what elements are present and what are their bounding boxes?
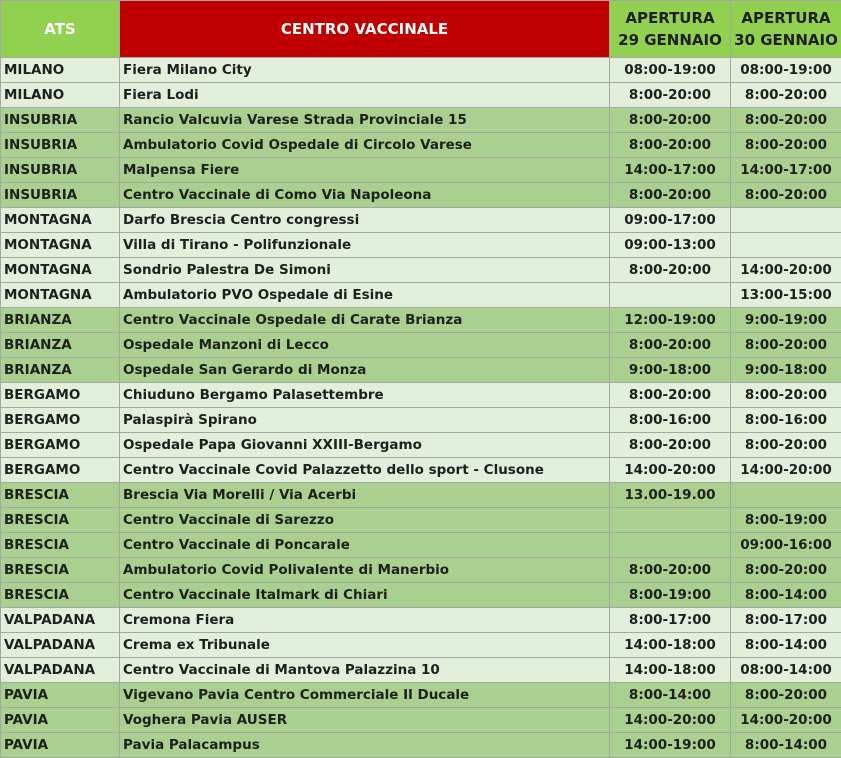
centro-vaccinale-cell: Palaspirà Spirano <box>120 408 610 433</box>
ats-cell: PAVIA <box>1 683 120 708</box>
ats-cell: BRIANZA <box>1 308 120 333</box>
ats-cell: PAVIA <box>1 708 120 733</box>
apertura-29-gennaio-cell: 08:00-19:00 <box>610 58 731 83</box>
apertura-29-gennaio-cell: 8:00-20:00 <box>610 558 731 583</box>
apertura-30-gennaio-cell <box>731 483 841 508</box>
apertura-29-gennaio-cell: 14:00-18:00 <box>610 658 731 683</box>
ats-cell: VALPADANA <box>1 658 120 683</box>
table-row <box>1 258 841 283</box>
apertura-29-gennaio-cell: 14:00-17:00 <box>610 158 731 183</box>
apertura-29-gennaio-cell: 8:00-20:00 <box>610 108 731 133</box>
ats-cell: VALPADANA <box>1 608 120 633</box>
table-row <box>1 458 841 483</box>
centro-vaccinale-cell: Fiera Lodi <box>120 83 610 108</box>
apertura-29-gennaio-cell: 14:00-18:00 <box>610 633 731 658</box>
header-apertura-label-1: APERTURA <box>610 7 730 29</box>
apertura-30-gennaio-cell: 8:00-19:00 <box>731 508 841 533</box>
apertura-30-gennaio-cell: 8:00-20:00 <box>731 183 841 208</box>
ats-cell: MONTAGNA <box>1 208 120 233</box>
centro-vaccinale-cell: Ospedale San Gerardo di Monza <box>120 358 610 383</box>
apertura-29-gennaio-cell: 8:00-20:00 <box>610 333 731 358</box>
ats-cell: BERGAMO <box>1 383 120 408</box>
apertura-29-gennaio-cell <box>610 533 731 558</box>
apertura-29-gennaio-cell: 8:00-17:00 <box>610 608 731 633</box>
table-body <box>1 58 841 758</box>
table-row <box>1 733 841 758</box>
table-row <box>1 158 841 183</box>
header-apertura-30-gennaio <box>731 1 841 58</box>
table-row <box>1 558 841 583</box>
table-row <box>1 533 841 558</box>
centro-vaccinale-cell: Ambulatorio Covid Polivalente di Manerbio <box>120 558 610 583</box>
apertura-30-gennaio-cell: 14:00-20:00 <box>731 458 841 483</box>
centro-vaccinale-cell: Centro Vaccinale di Como Via Napoleona <box>120 183 610 208</box>
apertura-30-gennaio-cell: 8:00-20:00 <box>731 433 841 458</box>
table-row <box>1 433 841 458</box>
table-row <box>1 58 841 83</box>
apertura-29-gennaio-cell: 8:00-16:00 <box>610 408 731 433</box>
centro-vaccinale-cell: Crema ex Tribunale <box>120 633 610 658</box>
apertura-29-gennaio-cell: 14:00-19:00 <box>610 733 731 758</box>
apertura-29-gennaio-cell: 09:00-13:00 <box>610 233 731 258</box>
centro-vaccinale-cell: Malpensa Fiere <box>120 158 610 183</box>
table-row <box>1 633 841 658</box>
apertura-29-gennaio-cell: 8:00-19:00 <box>610 583 731 608</box>
apertura-29-gennaio-cell: 12:00-19:00 <box>610 308 731 333</box>
table-row <box>1 408 841 433</box>
apertura-30-gennaio-cell: 8:00-20:00 <box>731 683 841 708</box>
apertura-30-gennaio-cell: 8:00-14:00 <box>731 633 841 658</box>
centro-vaccinale-cell: Cremona Fiera <box>120 608 610 633</box>
ats-cell: BRIANZA <box>1 333 120 358</box>
ats-cell: BRIANZA <box>1 358 120 383</box>
apertura-29-gennaio-cell: 8:00-20:00 <box>610 433 731 458</box>
centro-vaccinale-cell: Ambulatorio Covid Ospedale di Circolo Varese <box>120 133 610 158</box>
apertura-30-gennaio-cell: 8:00-20:00 <box>731 83 841 108</box>
table-row <box>1 333 841 358</box>
apertura-30-gennaio-cell: 13:00-15:00 <box>731 283 841 308</box>
apertura-30-gennaio-cell: 14:00-20:00 <box>731 708 841 733</box>
centro-vaccinale-cell: Centro Vaccinale di Mantova Palazzina 10 <box>120 658 610 683</box>
table-row <box>1 83 841 108</box>
ats-cell: VALPADANA <box>1 633 120 658</box>
ats-cell: BERGAMO <box>1 408 120 433</box>
apertura-29-gennaio-cell: 09:00-17:00 <box>610 208 731 233</box>
table-row <box>1 208 841 233</box>
centro-vaccinale-cell: Voghera Pavia AUSER <box>120 708 610 733</box>
apertura-30-gennaio-cell: 14:00-20:00 <box>731 258 841 283</box>
apertura-30-gennaio-cell: 08:00-14:00 <box>731 658 841 683</box>
table-row <box>1 133 841 158</box>
ats-cell: INSUBRIA <box>1 108 120 133</box>
ats-cell: INSUBRIA <box>1 158 120 183</box>
centro-vaccinale-cell: Darfo Brescia Centro congressi <box>120 208 610 233</box>
ats-cell: MILANO <box>1 58 120 83</box>
centro-vaccinale-cell: Sondrio Palestra De Simoni <box>120 258 610 283</box>
apertura-29-gennaio-cell <box>610 283 731 308</box>
ats-cell: BRESCIA <box>1 583 120 608</box>
header-date-30-gennaio: 30 GENNAIO <box>731 29 841 51</box>
table-row <box>1 483 841 508</box>
centro-vaccinale-cell: Centro Vaccinale Italmark di Chiari <box>120 583 610 608</box>
ats-cell: MONTAGNA <box>1 258 120 283</box>
header-date-29-gennaio: 29 GENNAIO <box>610 29 730 51</box>
apertura-29-gennaio-cell: 9:00-18:00 <box>610 358 731 383</box>
table-row <box>1 508 841 533</box>
apertura-29-gennaio-cell: 8:00-20:00 <box>610 258 731 283</box>
apertura-30-gennaio-cell: 8:00-20:00 <box>731 558 841 583</box>
header-apertura-label-2: APERTURA <box>731 7 841 29</box>
apertura-30-gennaio-cell: 9:00-19:00 <box>731 308 841 333</box>
apertura-29-gennaio-cell: 14:00-20:00 <box>610 708 731 733</box>
table-row <box>1 308 841 333</box>
ats-cell: BRESCIA <box>1 508 120 533</box>
table-row <box>1 283 841 308</box>
centro-vaccinale-cell: Rancio Valcuvia Varese Strada Provinciale 15 <box>120 108 610 133</box>
centro-vaccinale-cell: Ambulatorio PVO Ospedale di Esine <box>120 283 610 308</box>
apertura-29-gennaio-cell: 8:00-20:00 <box>610 383 731 408</box>
header-ats: ATS <box>1 1 120 58</box>
centro-vaccinale-cell: Pavia Palacampus <box>120 733 610 758</box>
ats-cell: INSUBRIA <box>1 183 120 208</box>
table-row <box>1 183 841 208</box>
centro-vaccinale-cell: Centro Vaccinale Ospedale di Carate Brianza <box>120 308 610 333</box>
apertura-30-gennaio-cell: 8:00-16:00 <box>731 408 841 433</box>
apertura-30-gennaio-cell: 8:00-20:00 <box>731 383 841 408</box>
centro-vaccinale-cell: Fiera Milano City <box>120 58 610 83</box>
apertura-30-gennaio-cell: 8:00-20:00 <box>731 333 841 358</box>
centro-vaccinale-cell: Chiuduno Bergamo Palasettembre <box>120 383 610 408</box>
apertura-29-gennaio-cell: 8:00-14:00 <box>610 683 731 708</box>
table-row <box>1 658 841 683</box>
table-row <box>1 383 841 408</box>
table-row <box>1 233 841 258</box>
table-row <box>1 683 841 708</box>
apertura-30-gennaio-cell: 8:00-14:00 <box>731 733 841 758</box>
apertura-30-gennaio-cell: 09:00-16:00 <box>731 533 841 558</box>
header-row <box>1 1 841 58</box>
centro-vaccinale-cell: Villa di Tirano - Polifunzionale <box>120 233 610 258</box>
ats-cell: BRESCIA <box>1 483 120 508</box>
apertura-30-gennaio-cell: 14:00-17:00 <box>731 158 841 183</box>
apertura-29-gennaio-cell <box>610 508 731 533</box>
ats-cell: BRESCIA <box>1 558 120 583</box>
apertura-30-gennaio-cell: 8:00-14:00 <box>731 583 841 608</box>
ats-cell: BRESCIA <box>1 533 120 558</box>
apertura-30-gennaio-cell: 8:00-17:00 <box>731 608 841 633</box>
centro-vaccinale-cell: Ospedale Manzoni di Lecco <box>120 333 610 358</box>
apertura-29-gennaio-cell: 8:00-20:00 <box>610 133 731 158</box>
apertura-30-gennaio-cell: 08:00-19:00 <box>731 58 841 83</box>
header-centro-vaccinale: CENTRO VACCINALE <box>120 1 610 58</box>
ats-cell: BERGAMO <box>1 433 120 458</box>
header-apertura-29-gennaio <box>610 1 731 58</box>
ats-cell: MILANO <box>1 83 120 108</box>
apertura-30-gennaio-cell: 9:00-18:00 <box>731 358 841 383</box>
apertura-29-gennaio-cell: 14:00-20:00 <box>610 458 731 483</box>
ats-cell: MONTAGNA <box>1 233 120 258</box>
table-row <box>1 708 841 733</box>
centro-vaccinale-cell: Ospedale Papa Giovanni XXIII-Bergamo <box>120 433 610 458</box>
table-row <box>1 608 841 633</box>
apertura-29-gennaio-cell: 13.00-19.00 <box>610 483 731 508</box>
apertura-30-gennaio-cell <box>731 233 841 258</box>
centro-vaccinale-cell: Centro Vaccinale di Poncarale <box>120 533 610 558</box>
table-row <box>1 358 841 383</box>
centro-vaccinale-cell: Vigevano Pavia Centro Commerciale Il Ducale <box>120 683 610 708</box>
apertura-30-gennaio-cell: 8:00-20:00 <box>731 133 841 158</box>
apertura-29-gennaio-cell: 8:00-20:00 <box>610 183 731 208</box>
ats-cell: MONTAGNA <box>1 283 120 308</box>
centro-vaccinale-cell: Brescia Via Morelli / Via Acerbi <box>120 483 610 508</box>
centro-vaccinale-cell: Centro Vaccinale Covid Palazzetto dello sport - Clusone <box>120 458 610 483</box>
ats-cell: BERGAMO <box>1 458 120 483</box>
centro-vaccinale-cell: Centro Vaccinale di Sarezzo <box>120 508 610 533</box>
table-row <box>1 583 841 608</box>
apertura-29-gennaio-cell: 8:00-20:00 <box>610 83 731 108</box>
ats-cell: PAVIA <box>1 733 120 758</box>
table-row <box>1 108 841 133</box>
apertura-30-gennaio-cell: 8:00-20:00 <box>731 108 841 133</box>
apertura-30-gennaio-cell <box>731 208 841 233</box>
ats-cell: INSUBRIA <box>1 133 120 158</box>
